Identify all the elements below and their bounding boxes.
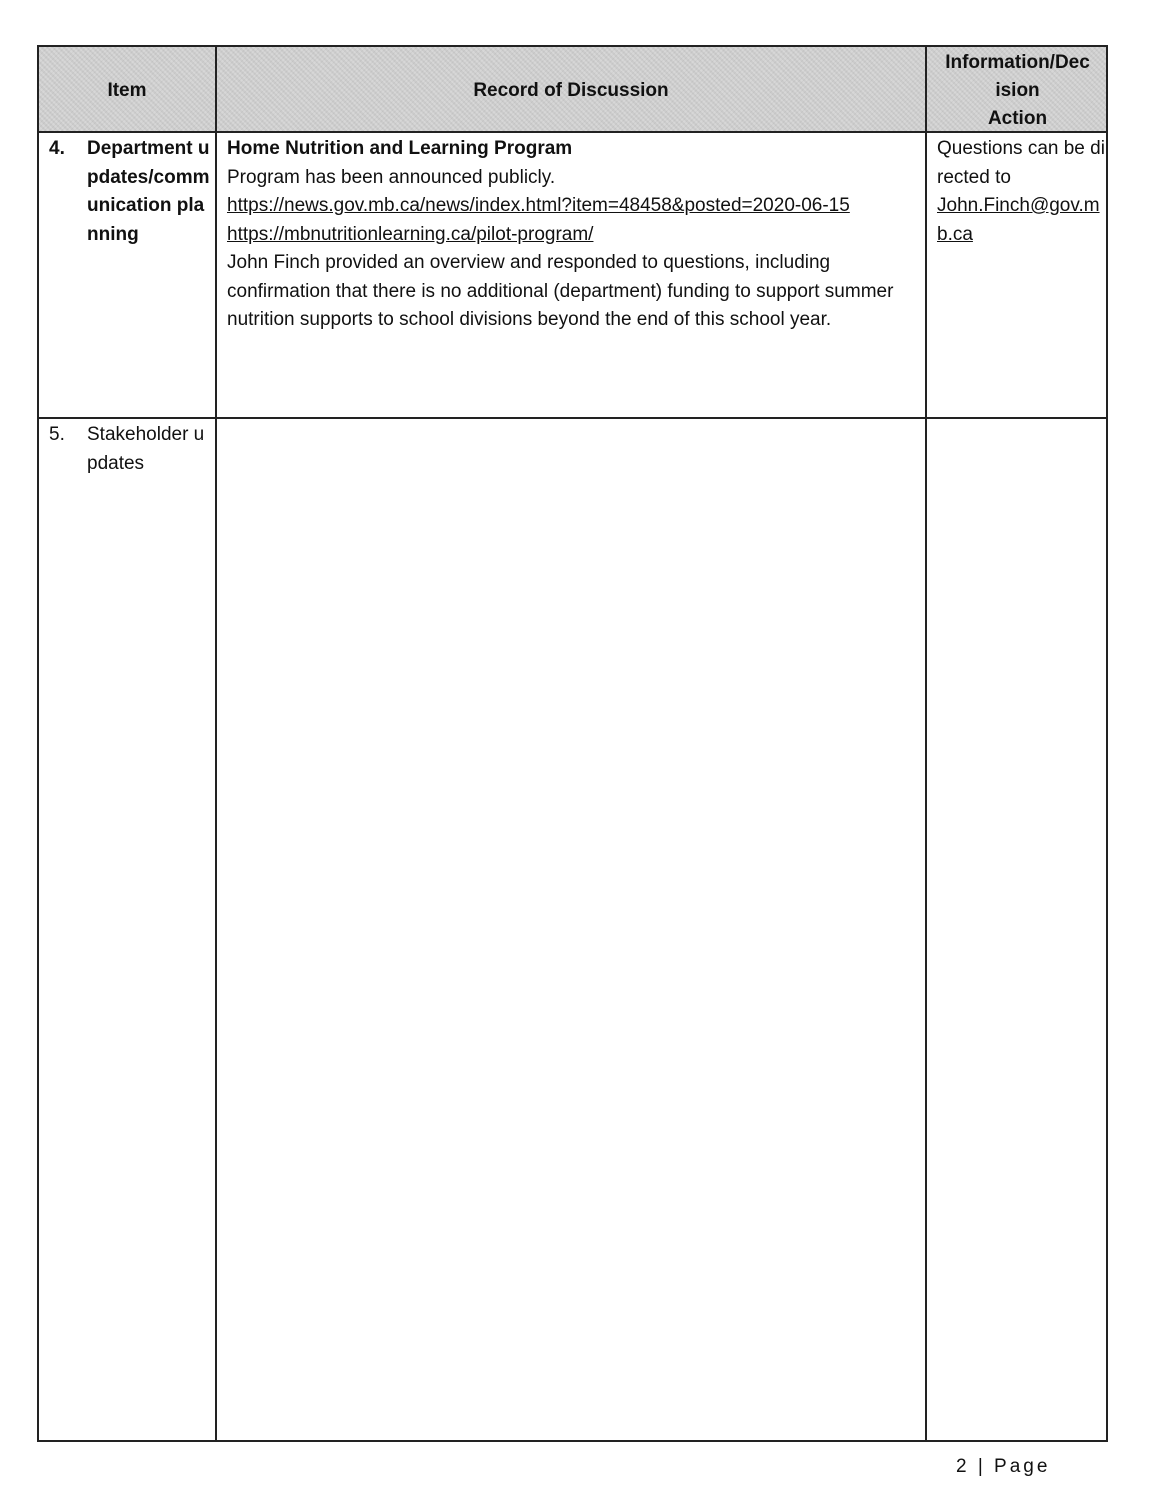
column-divider-info (925, 47, 927, 1440)
column-divider-item (215, 47, 217, 1440)
header-info-line-2: ision (995, 80, 1040, 101)
row-number: 4. (49, 138, 65, 159)
news-link[interactable]: https://news.gov.mb.ca/news/index.html?item=48458&posted=2020-06-15 (227, 195, 850, 216)
email-link[interactable]: John.Finch@gov.mb.ca (937, 195, 1100, 245)
minutes-table (37, 45, 1108, 1442)
table-row-4-record (227, 135, 917, 335)
info-text: Questions can be directed to (937, 138, 1105, 188)
header-info-line-3: Action (987, 108, 1048, 129)
header-info-line-1: Information/Dec (945, 52, 1090, 73)
row-divider (39, 417, 1106, 419)
row-item-label: Stakeholder updates (87, 424, 205, 474)
record-text-announced: Program has been announced publicly. (227, 166, 556, 188)
pilot-program-link[interactable]: https://mbnutritionlearning.ca/pilot-program/ (227, 223, 594, 245)
page-number: 2 | Page (956, 1456, 1051, 1477)
record-title: Home Nutrition and Learning Program (227, 138, 573, 159)
row-number: 5. (49, 424, 65, 445)
row-item-label: Department updates/communication planning (87, 138, 210, 245)
header-record-of-discussion: Record of Discussion (473, 80, 669, 101)
header-item: Item (107, 80, 147, 101)
table-row-4-info (937, 135, 1105, 249)
header-information-decision-action (927, 49, 1108, 133)
record-text-overview: John Finch provided an overview and responded to questions, including confirmation that there is no additional (department) funding to support summer nutrition supports to school divisions beyond the end of this school year. (227, 252, 894, 330)
